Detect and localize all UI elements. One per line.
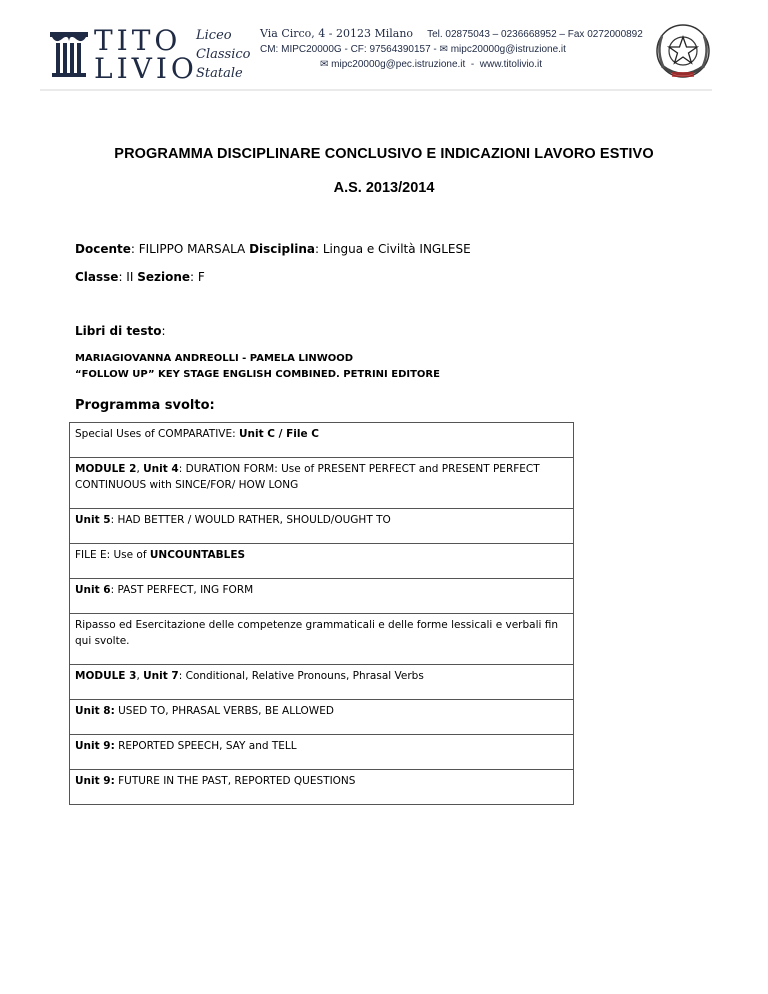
sezione-value: : F: [190, 270, 205, 284]
table-row: [70, 544, 574, 579]
website-link[interactable]: www.titolivio.it: [479, 59, 543, 70]
sezione-label: Sezione: [137, 270, 191, 284]
table-row: [70, 770, 574, 805]
teacher-line: [75, 242, 471, 256]
programma-heading: Programma svolto:: [75, 398, 215, 413]
contact-line-cm: [260, 42, 660, 57]
docente-label: Docente: [75, 242, 131, 256]
docente-value: : FILIPPO MARSALA: [130, 242, 246, 256]
table-cell: Ripasso ed Esercitazione delle competenze grammaticali e delle forme lessicali e verbali fin qui svolte.: [70, 614, 574, 665]
class-line: [75, 270, 205, 284]
contact-line-address: [260, 26, 660, 42]
column-icon: [48, 30, 90, 78]
header-divider: [40, 89, 712, 91]
table-row: [70, 700, 574, 735]
table-cell: Unit 9: REPORTED SPEECH, SAY and TELL: [70, 735, 574, 770]
separator-text: -: [470, 59, 475, 70]
table-row: [70, 665, 574, 700]
contact-block: [260, 26, 660, 72]
school-logo: [48, 26, 263, 90]
table-row: [70, 509, 574, 544]
table-row: [70, 579, 574, 614]
table-row: [70, 423, 574, 458]
logo-statale: Statale: [196, 66, 243, 81]
envelope-icon: ✉: [320, 59, 329, 70]
book-authors: MARIAGIOVANNA ANDREOLLI - PAMELA LINWOOD: [75, 353, 354, 364]
pec-link[interactable]: mipc20000g@pec.istruzione.it: [331, 59, 466, 70]
letterhead: [40, 18, 720, 90]
logo-word-tito: TITO: [94, 24, 182, 57]
table-cell: Unit 5: HAD BETTER / WOULD RATHER, SHOULD/OUGHT TO: [70, 509, 574, 544]
table-cell: MODULE 3, Unit 7: Conditional, Relative Pronouns, Phrasal Verbs: [70, 665, 574, 700]
logo-liceo: Liceo: [196, 28, 232, 43]
table-cell: FILE E: Use of UNCOUNTABLES: [70, 544, 574, 579]
table-row: [70, 614, 574, 665]
table-cell: Unit 9: FUTURE IN THE PAST, REPORTED QUESTIONS: [70, 770, 574, 805]
program-table: [69, 422, 574, 805]
classe-value: : II: [118, 270, 134, 284]
envelope-icon: ✉: [439, 44, 448, 55]
table-cell: Unit 8: USED TO, PHRASAL VERBS, BE ALLOWED: [70, 700, 574, 735]
table-row: [70, 458, 574, 509]
cm-text: CM: MIPC20000G - CF: 97564390157 -: [260, 44, 437, 55]
table-cell: Special Uses of COMPARATIVE: Unit C / File C: [70, 423, 574, 458]
document-title: PROGRAMMA DISCIPLINARE CONCLUSIVO E INDICAZIONI LAVORO ESTIVO: [114, 146, 654, 162]
address-text: Via Circo, 4 - 20123 Milano: [260, 27, 414, 40]
logo-classico: Classico: [196, 47, 251, 62]
contact-line-pec: [260, 57, 660, 72]
logo-word-livio: LIVIO: [94, 52, 198, 85]
table-cell: Unit 6: PAST PERFECT, ING FORM: [70, 579, 574, 614]
disciplina-value: : Lingua e Civiltà INGLESE: [314, 242, 471, 256]
tel-text: Tel. 02875043 – 0236668952 – Fax 0272000892: [427, 29, 643, 40]
disciplina-label: Disciplina: [249, 242, 315, 256]
school-year: A.S. 2013/2014: [333, 180, 435, 196]
table-cell: MODULE 2, Unit 4: DURATION FORM: Use of PRESENT PERFECT and PRESENT PERFECT CONTINUOUS with SINCE/FOR/ HOW LONG: [70, 458, 574, 509]
classe-label: Classe: [75, 270, 119, 284]
republic-emblem-icon: [652, 22, 714, 84]
email-link[interactable]: mipc20000g@istruzione.it: [450, 44, 566, 55]
textbooks-heading: Libri di testo:: [75, 324, 166, 338]
book-title: “FOLLOW UP” KEY STAGE ENGLISH COMBINED. PETRINI EDITORE: [75, 369, 440, 380]
table-row: [70, 735, 574, 770]
